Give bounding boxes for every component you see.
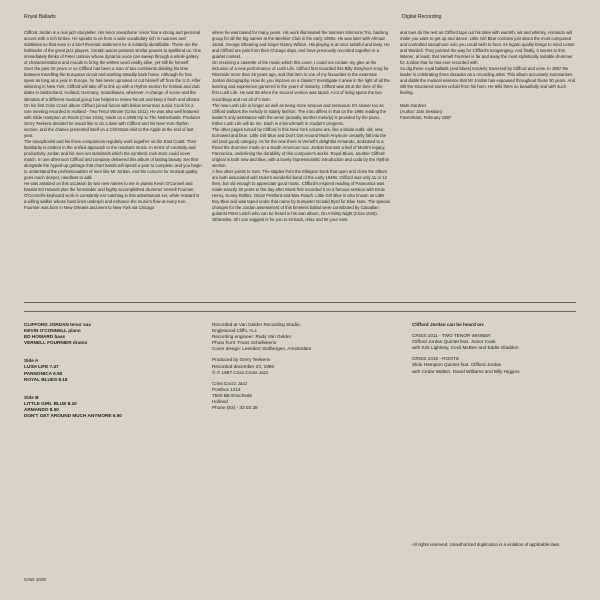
album-detail: with Cedar Walton, David Williams and Billy Higgins <box>412 368 520 374</box>
notes-column-2 <box>212 30 390 224</box>
also-heard-on <box>412 322 582 375</box>
recording-credits <box>212 322 390 411</box>
notes-paragraph: Over the past 20 years or so Clifford has been a man of two continents dividing his time between travelling the European circuit and working steadily back home. Although he has spent as long as a year in Europe, he has never uprooted or cut himself off from the U.S. After wintering in New York, Clifford will take off to link up with a rhythm section for festival and club dates in Switzerland, Holland, Germany, Scandinavia, wherever. A change of scene and the stimulus of a different musical group has helped to renew his art and keep it fresh and vibrant. <box>24 66 201 102</box>
notes-paragraph: On his first Criss Cross album Clifford joined forces with fellow tenorman Junior Cook for a rare meeting recorded in Holland - Two Tenor Winner (Criss 1011). He was also well featured with Slide Hampton on Roots (Criss 1015), made on a 1985 trip to The Netherlands. Producer Gerry Teekens decided he would like to do a date with Clifford and his New York rhythm section, and the chance presented itself on a Christmas visit to the Apple at the end of last year. <box>24 102 201 138</box>
recording-type: Digital Recording <box>402 14 442 20</box>
album-detail: Slide Hampton Quintet feat. Clifford Jordan <box>412 362 502 368</box>
credit-line: Produced by Gerry Teekens <box>212 357 271 363</box>
divider <box>24 302 576 303</box>
label-address: Holland <box>212 399 228 405</box>
notes-paragraph: So dig these royal ballads (and blues) tenderly traversed by Clifford and crew. In 1987 the leader is celebrating three decades as a recording artist. This album accurately summarises and distils the musical essence that Mr Jordan has espoused throughout those 30 years. And still the structured stories unfold from his horn. He tells them so beautifully and with such feeling. <box>400 66 576 96</box>
album-detail: with Kirk Lightsey, Cecil McBee and Eddie Gladden <box>412 345 519 351</box>
notes-paragraph: Clifford Jordan is a real jazz storyteller. His tenor saxophone 'voice' has a strong and personal accent with a rich timbre. He speaks to us from a wide vocabulary rich in nuances and subtleties so that even in a brief thematic statement he is instantly identifiable. These are the hallmarks of the great jazz players. Certain actors possess similar powers to spellbind us. One immediately thinks of Peter Ustinov whose dynamic voice can sweep through a whole gallery of characterisations and moods to bring the written word vividly alive, yet still be himself. <box>24 30 202 66</box>
copyright: © ℗ 1987 Criss Cross Jazz <box>212 369 269 375</box>
credit-line: Cover design: Leendert Stofbergen, Amsterdam <box>212 346 312 352</box>
author-affiliation: (Author: Jam Session) <box>400 108 443 114</box>
notes-column-3 <box>400 30 578 121</box>
track: LITTLE GIRL BLUE 8.10 <box>24 400 77 406</box>
notes-paragraph: Otherwise, all I can suggest is for you to sit back, relax and let your ears <box>212 217 348 223</box>
notes-paragraph: The other pages turned by Clifford in this New York volume are, like a bridal outfit, old, new, borrowed and blue. Little Girl Blue and Don't Get Around Much Anymore certainly fall into the old (and good) category. As for the new there is Vernell's delightful Armando, dedicated to a friend the drummer made on a South American tour. Jordan borrows a leaf of Monk's legacy, Pannonica, underlining the durability of this composer's works. Royal Blues, another Clifford original is both new and blue, with a lovely impressionistic introduction and coda by the rhythm section. <box>212 126 390 169</box>
personnel-list <box>24 322 202 419</box>
catalog-number: Criss 1025 <box>24 577 46 582</box>
also-heard-heading: Clifford Jordan can be heard on: <box>412 322 485 327</box>
notes-paragraph: and toes do the rest as Clifford taps out his tales with warmth, wit and whimsy. Armando will make you want to get up and dance. Little Girl Blue contains just about the most composed and controlled saxophone solo you could wish to hear. Its legato quality brings to mind Lester and Wardell. They pointed the way for Clifford's songsinging. And finally, it seems to this listener, at least, that Vernell Fournier is far and away the most stylistically suitable drummer for Jordan that he has ever recorded with. <box>400 30 575 66</box>
album-detail: Clifford Jordan Quintet feat. Junior Cook <box>412 339 496 345</box>
track: LUSH LIFE 7.47 <box>24 364 59 370</box>
album-title-ref: CRISS 1015 - ROOTS <box>412 356 459 362</box>
notes-paragraph: The new Lush Life is longer as well as being more sinuous and sensuous. It's slower too as Clifford waltzes the melody in stately fashion. The intro differs in that on the 1986 reading the leader's only assistance with the verse (actually another melody) is provided by the piano. Either Lush Life will do me. Each is a benchmark in Jordan's progress. <box>212 102 387 126</box>
track: ARMANDO 8.00 <box>24 406 59 412</box>
album-title-ref: CRISS 1011 - TWO TENOR WINNER <box>412 333 491 339</box>
notes-date: Faversham, February 1987 <box>400 114 452 120</box>
label-phone: Phone (53) - 33 03 38 <box>212 405 258 411</box>
credit-line: Recording engineer: Rudy Van Gelder <box>212 334 292 340</box>
label-address: 7500 BE Enschede <box>212 392 253 398</box>
album-title: Royal Ballads <box>24 14 56 20</box>
notes-paragraph: He was assisted on this occasion by two new names to me in pianist Kevin O'Connell and bassist Ed Howard plus the formidable and highly accomplished drummer Vernell Fournier. O'Connell's keyboard work is constantly ear-catching in this adventurous set, while Howard is a willing walker whose bass lines underpin and enhance the music's flow at every turn. <box>24 181 200 205</box>
side-label: Side A <box>24 358 39 364</box>
track: ROYAL BLUES 8.18 <box>24 376 68 382</box>
rights-notice: All rights reserved. Unauthorized duplication is a violation of applicable laws. <box>412 542 561 547</box>
musician: CLIFFORD JORDAN tenor sax <box>24 322 91 327</box>
notes-column-1 <box>24 30 202 211</box>
label-address: Criss Crozz Jazz <box>212 380 248 386</box>
side-a <box>24 358 202 382</box>
notes-paragraph: On receiving a cassette of the music which this cover, I could not contain my glee at the inclusion of a new performance of Lush Life. Clifford first recorded this Billy Strayhorn song for Riverside more than 26 years ago, and that item is one of my favourites in the extensive Jordan discography. How do you improve on a classic? Investigate it anew in the light of all the learning and experience garnered in the years of maturity. Clifford was 28 at the time of the first Lush Life. He was 55 when the second version was taped. A lot of living spans the two recordings and not all of it lush. <box>212 60 390 102</box>
credit-line: Recorded at Van Gelder Recording Studio, <box>212 322 301 327</box>
notes-paragraph: A few other points to note. The staples from the Ellington book that open and close the album are both associated with Duke's wonderful band of the early 1940s. Clifford was only 11 or 12 then, but old enough to appreciate good music. Clifford's inspired reading of Pannonica was made exactly 30 years to the day after Monk first recorded it on a famous session with Ernie Henry, Sonny Rollins, Oscar Pettiford and Max Roach. Little Girl Blue is also known as Little Boy Blue and was taped under that name by trumpeter Donald Byrd for Blue Note. The special changes for the Jordan assessment of this timeless ballad were contributed by Canadian guitarist Peter Leitch who can be heard in his own album, On A Misty Night (Criss 1026). <box>212 169 390 217</box>
musician: ED HOWARD bass <box>24 334 66 340</box>
musician: KEVIN O'CONNELL piano <box>24 328 81 334</box>
track: PANNONICA 6.50 <box>24 370 63 376</box>
divider <box>24 311 576 312</box>
credit-line: Englewood Cliffs, N.J. <box>212 328 258 334</box>
author-name: Mark Gardner <box>400 102 427 108</box>
side-label: Side B <box>24 394 39 400</box>
notes-paragraph: where he was based for many years. His work illuminated the Norman Simmons Trio, backing group for all the big names at the Beehive Club in the early 1950s. He was later with Ahmad Jamal, George Shearing and singer Nancy Wilson. His playing is at once tasteful and tasty. He and Clifford are pals from their Chicago days, and have previously recorded together in a quartet context. <box>212 30 390 60</box>
notes-paragraph: Fournier was born in New Orleans and went to New York via Chicago <box>24 205 155 211</box>
track: DON'T GET AROUND MUCH ANYMORE 6.50 <box>24 413 122 419</box>
musician: VERNELL FOURNIER drums <box>24 340 88 346</box>
credit-line: Photo front: Frans Schellekens <box>212 340 277 346</box>
credit-line: Recorded december 23, 1986 <box>212 363 275 369</box>
side-b <box>24 395 202 419</box>
notes-paragraph: The saxophonist and his three companions regularly work together on the East Coast. Their familiarity is evident in the unified approach to the resultant music. In terms of creativity and productivity Jordan and his men set standards which the synthetic rock stars could never match. In one afternoon Clifford and company delivered this album of lasting beauty. Set that alongside the hyped-up garbage that chart bands will spend a year to complete, and you begin to understand the professionalism of men like Mr Jordan. And his concern for musical quality goes much deeper, needless to add. <box>24 138 202 181</box>
label-address: Postbox 1214 <box>212 386 241 392</box>
